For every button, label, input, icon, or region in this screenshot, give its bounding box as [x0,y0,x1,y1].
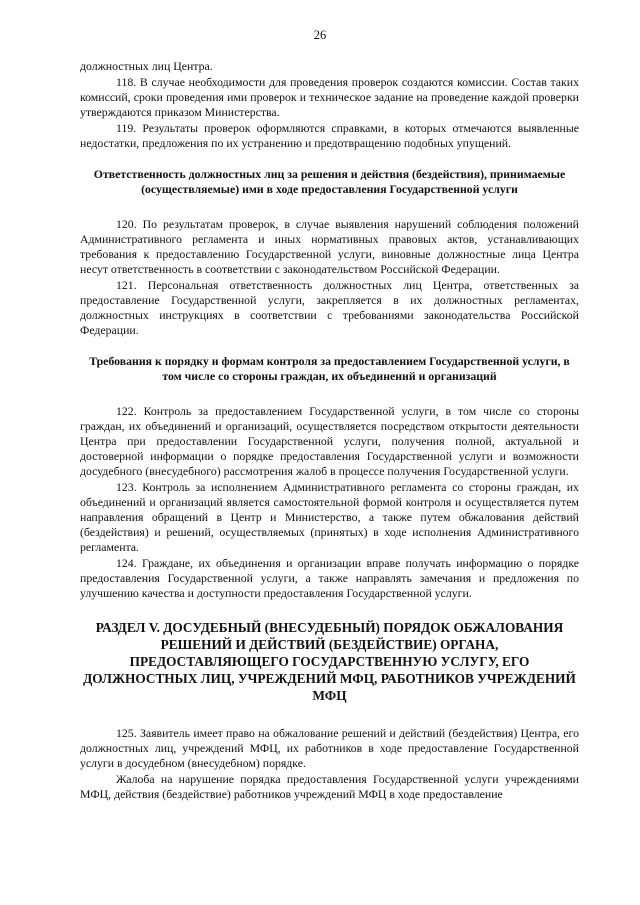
page-number: 26 [313,28,327,42]
paragraph-complaint: Жалоба на нарушение порядка предоставления Государственной услуги учреждениями МФЦ, действия (бездействие) работников учреждений МФЦ в ходе предоставление [80,772,579,801]
paragraph-123: 123. Контроль за исполнением Административного регламента со стороны граждан, их объединений и организаций является самостоятельной формой контроля и осуществляется путем направления обращений в Центр и Министерство, а также путем обжалования действий (бездействия) и решений, осуществляемых (принятых) в ходе исполнения Административного регламента. [80,480,579,554]
heading-control-requirements: Требования к порядку и формам контроля за предоставлением Государственной услуги, в том числе со стороны граждан, их объединений и организаций [89,354,570,383]
paragraph-121: 121. Персональная ответственность должностных лиц Центра, ответственных за предоставление Государственной услуги, закрепляется в их должностных регламентах, должностных инструкциях в соответствии с требованиями законодательства Российской Федерации. [80,278,579,337]
paragraph-122: 122. Контроль за предоставлением Государственной услуги, в том числе со стороны граждан, их объединений и организаций, осуществляется посредством открытости деятельности Центра при предоставлении Государственной услуги, получения полной, актуальной и достоверной информации о порядке предоставления Государственной услуги и возможности досудебного (внесудебного) рассмотрения жалоб в процессе получения Государственной услуги. [80,404,579,478]
paragraph-continuation: должностных лиц Центра. [80,59,213,73]
heading-responsibility: Ответственность должностных лиц за решения и действия (бездействия), принимаемые (осуществляемые) ими в ходе предоставления Государственной услуги [93,167,566,196]
page-content [80,59,579,802]
paragraph-120: 120. По результатам проверок, в случае выявления нарушений соблюдения положений Административного регламента и иных нормативных правовых актов, устанавливающих требования к предоставлению Государственной услуги, виновные должностные лица Центра несут ответственность в соответствии с законодательством Российской Федерации. [80,217,579,276]
paragraph-125: 125. Заявитель имеет право на обжалование решений и действий (бездействия) Центра, его должностных лиц, учреждений МФЦ, их работников в ходе предоставление Государственной услуги в досудебном (внесудебном) порядке. [80,726,579,770]
paragraph-118: 118. В случае необходимости для проведения проверок создаются комиссии. Состав таких комиссий, сроки проведения ими проверок и техническое задание на проведение каждой проверки утверждаются приказом Министерства. [80,75,579,119]
section-v-heading: РАЗДЕЛ V. ДОСУДЕБНЫЙ (ВНЕСУДЕБНЫЙ) ПОРЯДОК ОБЖАЛОВАНИЯ РЕШЕНИЙ И ДЕЙСТВИЙ (БЕЗДЕЙСТВИЕ) ОРГАНА, ПРЕДОСТАВЛЯЮЩЕГО ГОСУДАРСТВЕННУЮ УСЛУГУ, ЕГО ДОЛЖНОСТНЫХ ЛИЦ, УЧРЕЖДЕНИЙ МФЦ, РАБОТНИКОВ УЧРЕЖДЕНИЙ МФЦ [83,620,576,703]
paragraph-119: 119. Результаты проверок оформляются справками, в которых отмечаются выявленные недостатки, предложения по их устранению и предотвращению подобных упущений. [80,121,579,150]
paragraph-124: 124. Граждане, их объединения и организации вправе получать информацию о порядке предоставления Государственной услуги, а также направлять замечания и предложения по улучшению качества и доступности предоставления Государственной услуги. [80,556,579,600]
